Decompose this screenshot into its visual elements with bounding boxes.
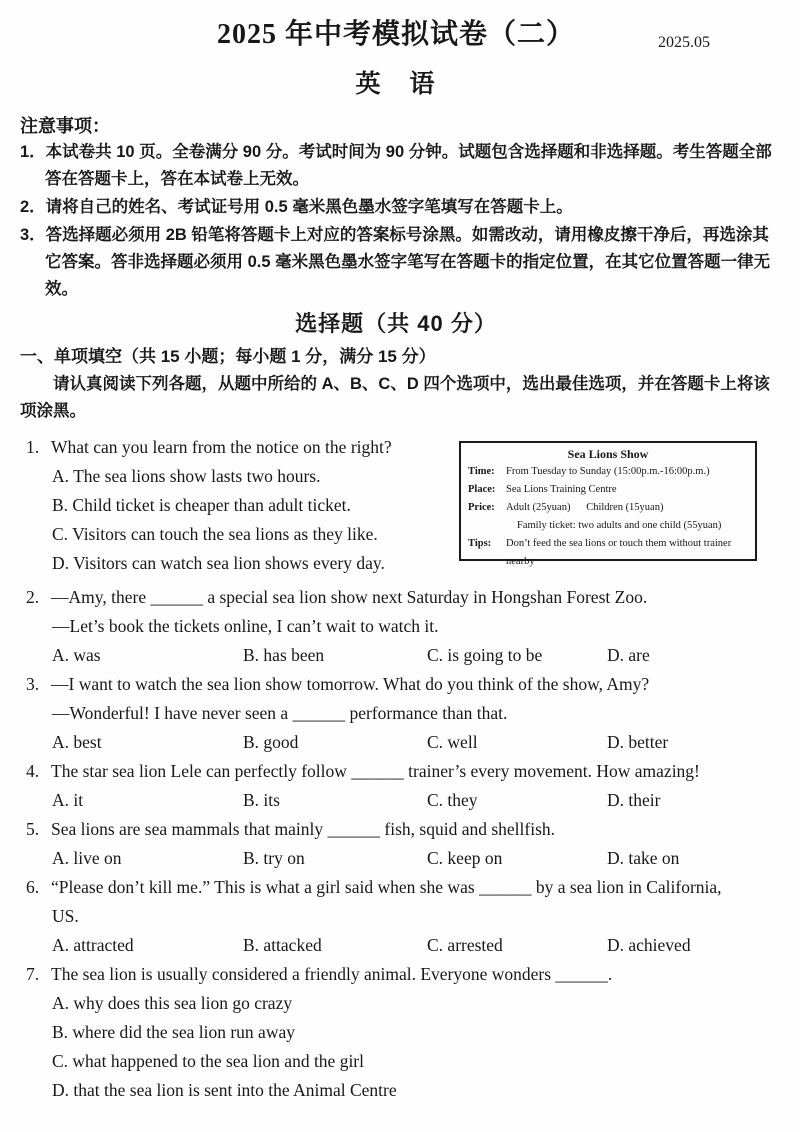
notice-row-tips	[468, 535, 748, 571]
note-item-2: 2．请将自己的姓名、考试证号用 0.5 毫米黑色墨水签字笔填写在答题卡上。	[20, 198, 573, 216]
option-a: A. live on	[52, 848, 122, 868]
question-number: 7.	[26, 964, 40, 984]
question-1	[26, 433, 772, 583]
option-b: B. where did the sea lion run away	[52, 1022, 295, 1042]
part-instructions: 请认真阅读下列各题，从题中所给的 A、B、C、D 四个选项中，选出最佳选项，并在答题卡上将该项涂黑。	[20, 375, 770, 420]
option-b: B. attacked	[243, 935, 322, 955]
notice-text: Adult (25yuan) Children (15yuan)	[506, 502, 664, 513]
notice-label	[468, 517, 506, 535]
option-a: A. best	[52, 732, 102, 752]
options-row	[52, 728, 772, 757]
question-2	[26, 583, 772, 670]
notice-label: Tips:	[468, 538, 492, 549]
notice-label: Price:	[468, 502, 495, 513]
subject-title: 英 语	[355, 71, 437, 98]
question-number: 6.	[26, 877, 40, 897]
question-5	[26, 815, 772, 873]
question-2-stem-2: —Let’s book the tickets online, I can’t wait to watch it.	[52, 616, 439, 636]
options-row	[52, 844, 772, 873]
notice-label: Place:	[468, 484, 496, 495]
notice-label: Time:	[468, 466, 495, 477]
question-6-stem	[26, 873, 772, 902]
page-header	[20, 12, 772, 100]
notice-row-price	[468, 499, 748, 517]
question-2-stem	[26, 583, 772, 612]
option-a: A. The sea lions show lasts two hours.	[52, 466, 321, 486]
question-text: The sea lion is usually considered a friendly animal. Everyone wonders ______.	[51, 964, 613, 984]
option-b: B. good	[243, 732, 299, 752]
question-7	[26, 960, 772, 1105]
options-row	[52, 931, 772, 960]
option-c: C. they	[427, 790, 478, 810]
option-c: C. keep on	[427, 848, 503, 868]
notice-box	[459, 441, 757, 567]
part-heading: 一、单项填空（共 15 小题；每小题 1 分，满分 15 分）	[20, 347, 436, 366]
question-number: 5.	[26, 819, 40, 839]
question-text: —Amy, there ______ a special sea lion show next Saturday in Hongshan Forest Zoo.	[51, 587, 648, 607]
question-4-stem	[26, 757, 772, 786]
options-row	[52, 786, 772, 815]
question-3-stem	[26, 670, 772, 699]
option-c: C. well	[427, 732, 478, 752]
option-d: D. their	[607, 790, 661, 810]
option-d: D. better	[607, 732, 669, 752]
option-c: C. is going to be	[427, 645, 543, 665]
question-text: “Please don’t kill me.” This is what a girl said when she was ______ by a sea lion in California,	[51, 877, 722, 897]
notice-row-place	[468, 481, 748, 499]
note-item-3: 3．答选择题必须用 2B 铅笔将答题卡上对应的答案标号涂黑。如需改动，请用橡皮擦干净后，再选涂其它答案。答非选择题必须用 0.5 毫米黑色墨水签字笔写在答题卡的指定位置，在其它位置答题一律无效。	[20, 226, 771, 298]
notice-text: Family ticket: two adults and one child (55yuan)	[517, 520, 722, 531]
question-number: 3.	[26, 674, 40, 694]
option-c: C. arrested	[427, 935, 503, 955]
option-d: D. Visitors can watch sea lion shows every day.	[52, 553, 385, 573]
option-b: B. has been	[243, 645, 325, 665]
question-3-stem-2: —Wonderful! I have never seen a ______ performance than that.	[52, 703, 508, 723]
note-item-1: 1．本试卷共 10 页。全卷满分 90 分。考试时间为 90 分钟。试题包含选择题和非选择题。考生答题全部答在答题卡上，答在本试卷上无效。	[20, 143, 772, 188]
option-a: A. it	[52, 790, 84, 810]
question-6-stem-2: US.	[52, 906, 79, 926]
question-number: 1.	[26, 437, 40, 457]
question-7-stem	[26, 960, 772, 989]
question-3	[26, 670, 772, 757]
questions-list	[20, 433, 772, 1105]
section-heading: 选择题（共 40 分）	[295, 311, 497, 336]
option-a: A. attracted	[52, 935, 134, 955]
option-b: B. try on	[243, 848, 305, 868]
notice-text: Don’t feed the sea lions or touch them without trainer nearby	[506, 538, 734, 567]
notice-title: Sea Lions Show	[567, 447, 649, 461]
question-number: 4.	[26, 761, 40, 781]
notice-text: Sea Lions Training Centre	[506, 484, 617, 495]
exam-date: 2025.05	[658, 34, 710, 51]
notice-row-time	[468, 463, 748, 481]
notes-heading: 注意事项：	[20, 116, 110, 136]
option-d: D. take on	[607, 848, 680, 868]
question-text: The star sea lion Lele can perfectly follow ______ trainer’s every movement. How amazing!	[51, 761, 700, 781]
option-b: B. its	[243, 790, 280, 810]
question-5-stem	[26, 815, 772, 844]
question-text: Sea lions are sea mammals that mainly ______ fish, squid and shellfish.	[51, 819, 556, 839]
question-number: 2.	[26, 587, 40, 607]
exam-title: 2025 年中考模拟试卷（二）	[216, 19, 575, 50]
option-c: C. what happened to the sea lion and the girl	[52, 1051, 365, 1071]
question-6	[26, 873, 772, 960]
question-text: What can you learn from the notice on the right?	[51, 437, 392, 457]
option-d: D. are	[607, 645, 650, 665]
option-d: D. achieved	[607, 935, 691, 955]
notice-row-family	[468, 517, 748, 535]
option-c: C. Visitors can touch the sea lions as they like.	[52, 524, 378, 544]
exam-notes	[20, 112, 772, 303]
option-a: A. was	[52, 645, 101, 665]
question-4	[26, 757, 772, 815]
option-b: B. Child ticket is cheaper than adult ticket.	[52, 495, 351, 515]
option-d: D. that the sea lion is sent into the Animal Centre	[52, 1080, 397, 1100]
option-a: A. why does this sea lion go crazy	[52, 993, 293, 1013]
notice-text: From Tuesday to Sunday (15:00p.m.-16:00p.m.)	[506, 466, 710, 477]
options-row	[52, 641, 772, 670]
question-text: —I want to watch the sea lion show tomorrow. What do you think of the show, Amy?	[51, 674, 650, 694]
